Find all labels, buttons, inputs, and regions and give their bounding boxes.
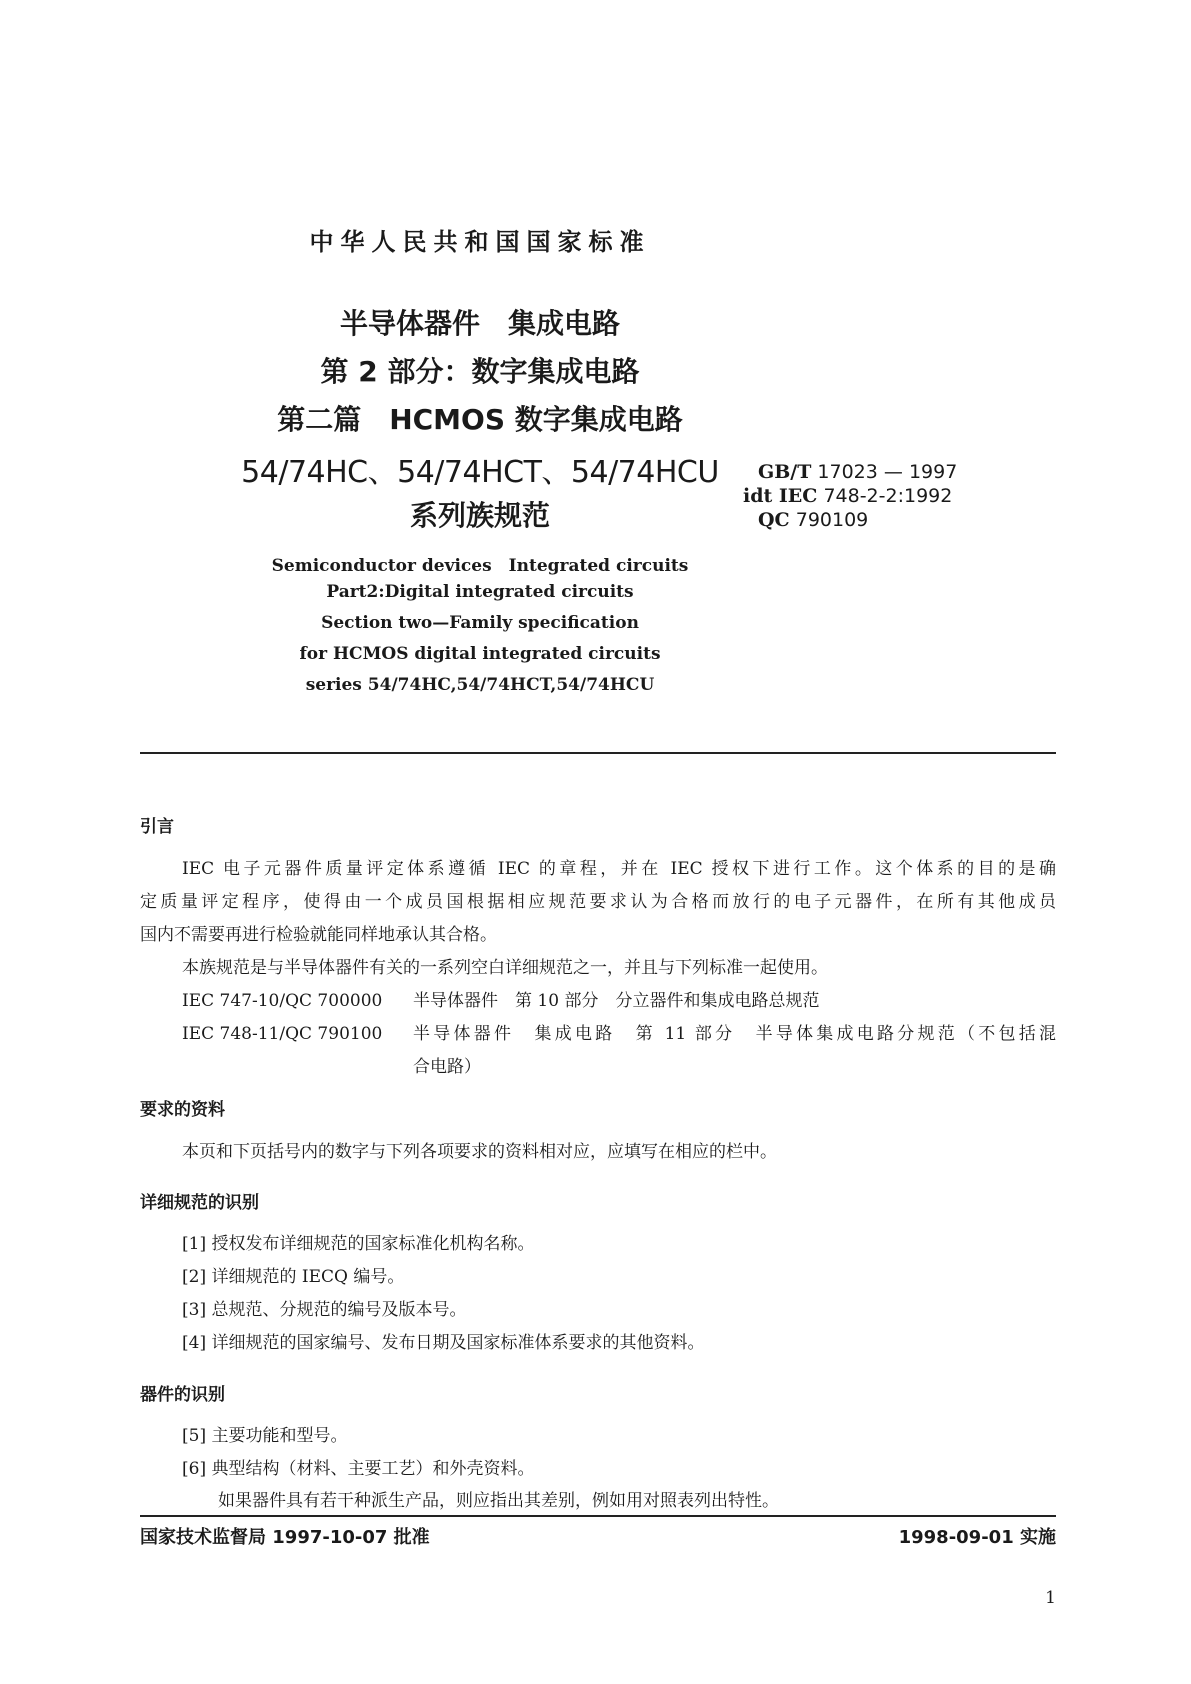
intro-paragraph-2: 本族规范是与半导体器件有关的一系列空白详细规范之一，并且与下列标准一起使用。 — [182, 958, 828, 978]
required-info-paragraph: 本页和下页括号内的数字与下列各项要求的资料相对应，应填写在相应的栏中。 — [182, 1142, 777, 1162]
required-info-heading: 要求的资料 — [140, 1100, 225, 1120]
reference-1-text: 半导体器件 第 10 部分 分立器件和集成电路总规范 — [413, 991, 820, 1011]
intro-paragraph-line-3: 国内不需要再进行检验就能同样地承认其合格。 — [140, 925, 497, 945]
reference-2-code: IEC 748-11/QC 790100 — [182, 1024, 383, 1044]
detail-item-1: [1] 授权发布详细规范的国家标准化机构名称。 — [182, 1234, 535, 1254]
en-title-line-5: series 54/74HC,54/74HCT,54/74HCU — [305, 675, 655, 695]
device-id-heading: 器件的识别 — [140, 1385, 225, 1405]
gbt-number-line — [758, 460, 957, 484]
implementation-date: 1998-09-01 实施 — [898, 1527, 1056, 1548]
cn-title-line-1: 半导体器件 集成电路 — [339, 307, 620, 340]
en-title-line-1: Semiconductor devices Integrated circuits — [271, 556, 689, 576]
device-item-6: [6] 典型结构（材料、主要工艺）和外壳资料。 — [182, 1459, 535, 1479]
qc-number: 790109 — [795, 509, 869, 531]
intro-paragraph-line-1: IEC 电子元器件质量评定体系遵循 IEC 的章程，并在 IEC 授权下进行工作。这个体系的目的是确 — [182, 859, 1056, 879]
idt-number: 748-2-2:1992 — [823, 485, 953, 507]
approval-line: 国家技术监督局 1997-10-07 批准 — [140, 1527, 430, 1548]
intro-heading: 引言 — [140, 817, 174, 837]
detail-spec-id-heading: 详细规范的识别 — [140, 1193, 259, 1213]
cn-title-line-2: 第 2 部分：数字集成电路 — [320, 355, 640, 388]
detail-item-3: [3] 总规范、分规范的编号及版本号。 — [182, 1300, 467, 1320]
en-title-line-4: for HCMOS digital integrated circuits — [299, 644, 661, 664]
detail-item-2: [2] 详细规范的 IECQ 编号。 — [182, 1267, 405, 1287]
reference-1-code: IEC 747-10/QC 700000 — [182, 991, 383, 1011]
reference-2-text: 半导体器件 集成电路 第 11 部分 半导体集成电路分规范（不包括混 — [413, 1024, 1056, 1044]
qc-label: QC — [758, 509, 790, 531]
cn-title-line-3: 第二篇 HCMOS 数字集成电路 — [277, 403, 683, 436]
detail-item-4: [4] 详细规范的国家编号、发布日期及国家标准体系要求的其他资料。 — [182, 1333, 705, 1353]
national-standard-title: 中华人民共和国国家标准 — [309, 228, 651, 256]
standard-numbers — [743, 460, 958, 532]
idt-number-line — [743, 484, 957, 508]
header-divider — [140, 752, 1056, 754]
gbt-label: GB/T — [758, 461, 812, 483]
en-title-line-2: Part2:Digital integrated circuits — [326, 582, 634, 602]
intro-paragraph-line-2: 定质量评定程序，使得由一个成员国根据相应规范要求认为合格而放行的电子元器件，在所有其他成员 — [140, 892, 1056, 912]
reference-2-text-cont: 合电路） — [413, 1057, 481, 1077]
cn-title-line-4: 54/74HC、54/74HCT、54/74HCU — [241, 455, 719, 490]
gbt-number: 17023 — 1997 — [817, 461, 958, 483]
qc-number-line — [758, 508, 957, 532]
device-note: 如果器件具有若干种派生产品，则应指出其差别，例如用对照表列出特性。 — [218, 1491, 779, 1511]
cn-title-line-5: 系列族规范 — [409, 499, 550, 532]
device-item-5: [5] 主要功能和型号。 — [182, 1426, 348, 1446]
footer-divider — [140, 1515, 1056, 1517]
en-title-line-3: Section two—Family specification — [321, 613, 639, 633]
page-number: 1 — [1045, 1588, 1056, 1608]
idt-label: idt IEC — [743, 485, 818, 507]
